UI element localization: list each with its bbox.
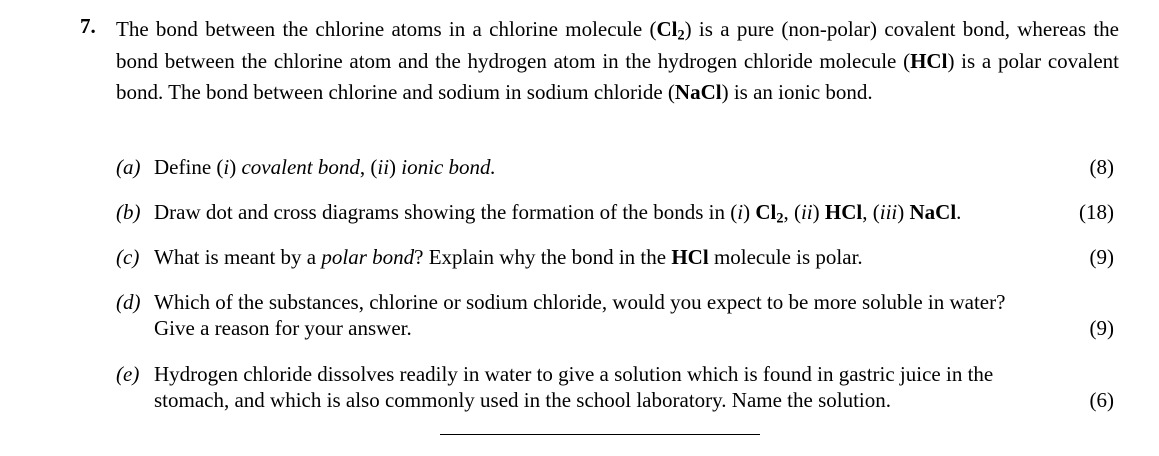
part-c-text: What is meant by a polar bond? Explain why the bond in the HCl molecule is polar. [154, 245, 863, 269]
part-b-marks: (18) [1079, 200, 1114, 224]
part-d-line-1: Which of the substances, chlorine or sodium chloride, would you expect to be more soluble in water? [154, 290, 1006, 314]
part-d-line-2: Give a reason for your answer. [154, 316, 412, 340]
part-e-marks: (6) [1089, 388, 1114, 412]
stem-text-3: ) is a polar covalent bond. The bond between chlorine and sodium in sodium chloride ( [116, 48, 1119, 105]
formula-cl2: $Cl_2$ [656, 17, 685, 44]
part-d-text [154, 289, 1114, 341]
stem-text-1: The bond between the chlorine atoms in a chlorine molecule ( [116, 17, 657, 41]
part-c-letter: (c) [116, 245, 140, 269]
formula-hcl: HCl [824, 200, 863, 224]
term-polar-bond: polar bond [321, 245, 415, 269]
term-covalent-bond: covalent bond [241, 155, 360, 179]
part-d-letter: (d) [116, 290, 141, 314]
formula-hcl: HCl [910, 48, 948, 73]
part-c-marks: (9) [1089, 245, 1114, 269]
part-e-line-1: Hydrogen chloride dissolves readily in water to give a solution which is found in gastric juice in the [154, 362, 994, 386]
part-a-marks: (8) [1089, 155, 1114, 179]
question-number: 7. [80, 14, 96, 38]
part-e-letter: (e) [116, 362, 140, 386]
formula-nacl: NaCl [909, 200, 957, 224]
part-b-text: Draw dot and cross diagrams showing the formation of the bonds in (i) $Cl_2$, (ii) HCl, (iii) NaCl. [154, 200, 962, 227]
stem-text-4: ) is an ionic bond. [721, 80, 873, 105]
formula-nacl: NaCl [674, 80, 722, 105]
part-e-line-2: stomach, and which is also commonly used in the school laboratory. Name the solution. [154, 388, 891, 412]
question-stem [116, 14, 1119, 109]
formula-cl2: $Cl_2$ [755, 200, 784, 227]
part-a-text: Define (i) covalent bond, (ii) ionic bond. [154, 155, 496, 179]
part-e-text [154, 361, 1114, 413]
part-a-letter: (a) [116, 155, 141, 179]
formula-hcl: HCl [671, 245, 709, 269]
section-divider [440, 434, 760, 435]
term-ionic-bond: ionic bond. [401, 155, 496, 179]
stem-text-2: ) is a pure (non-polar) covalent bond, whereas the bond between the chlorine atom and the hydrogen atom in the hydrogen chloride molecule ( [116, 17, 1120, 73]
part-b-letter: (b) [116, 200, 141, 224]
part-d-marks: (9) [1089, 316, 1114, 340]
